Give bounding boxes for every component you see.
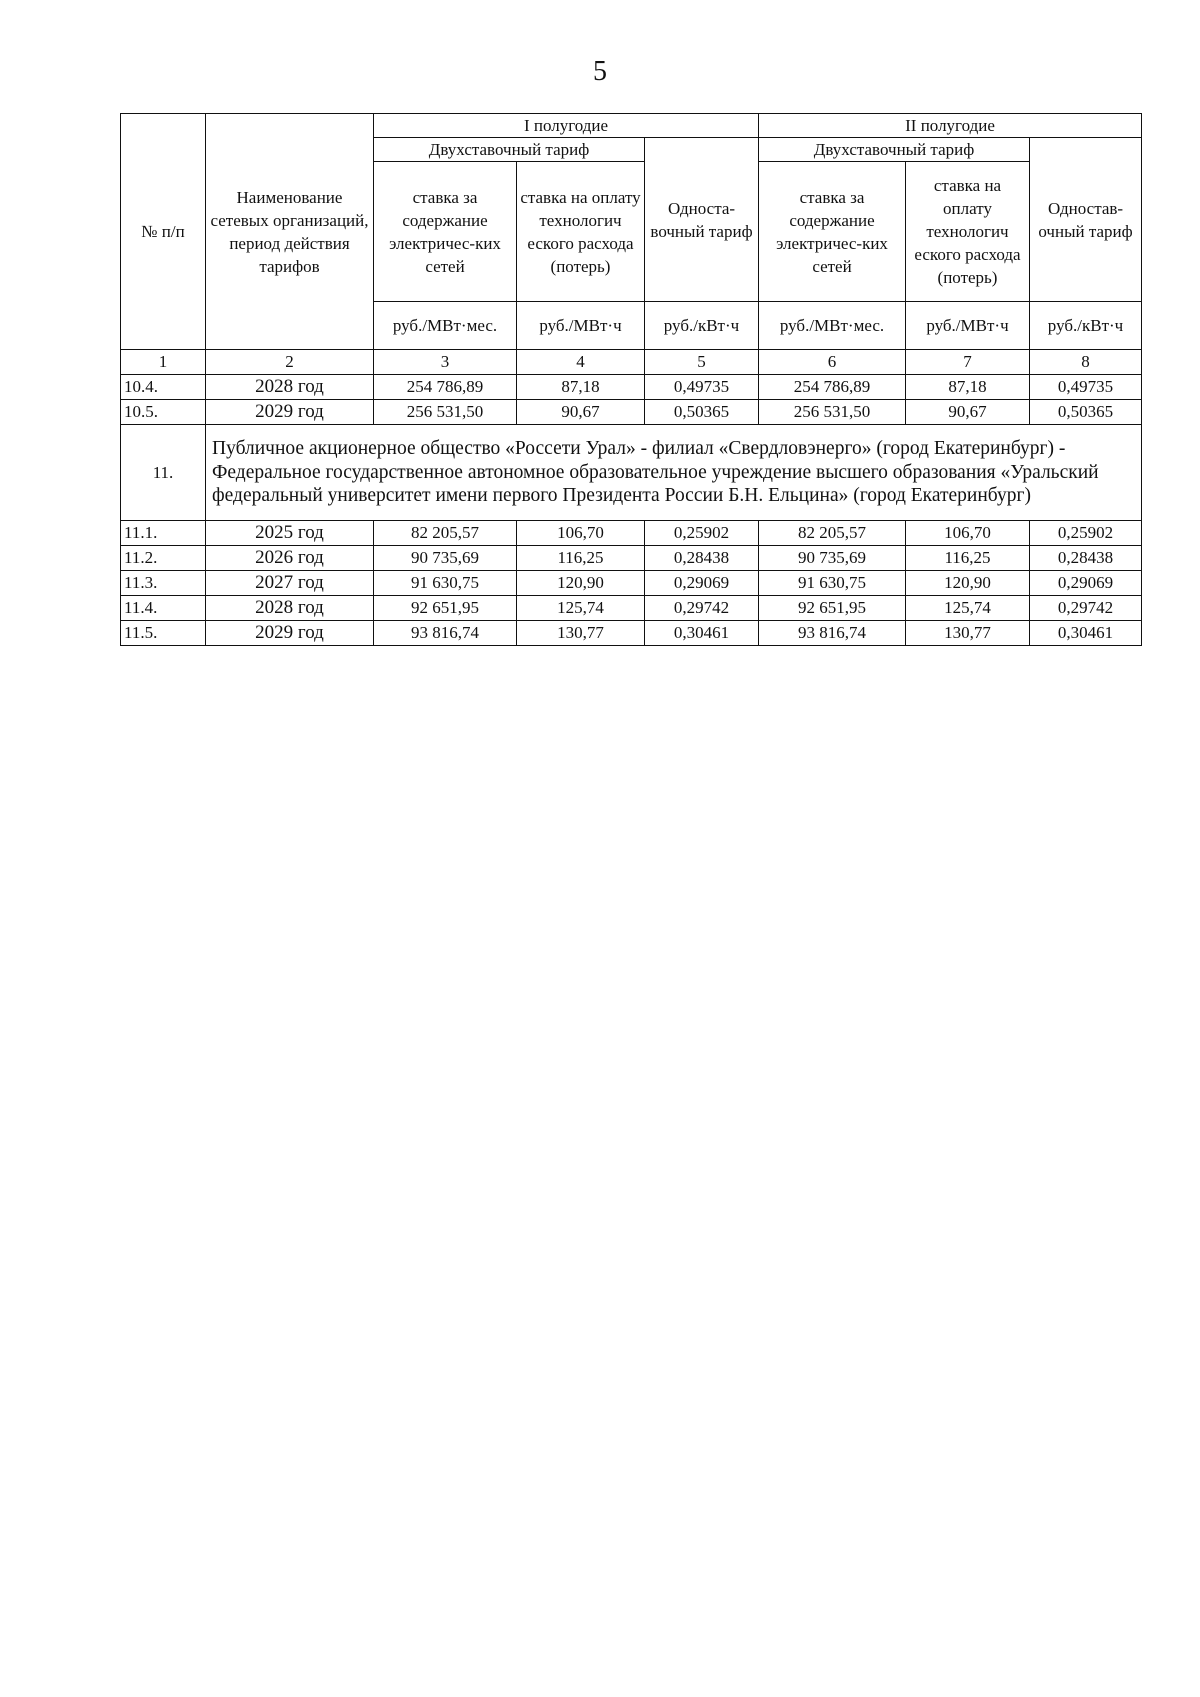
unit-mw-month-1: руб./МВт·мес. xyxy=(374,302,517,350)
cell-c7: 106,70 xyxy=(906,521,1030,546)
header-single-rate-2: Одностав-очный тариф xyxy=(1030,138,1142,302)
cell-c7: 130,77 xyxy=(906,621,1030,646)
header-organization-name: Наименование сетевых организаций, период действия тарифов xyxy=(206,114,374,350)
header-maintenance-rate-1: ставка за содержание электричес-ких сетей xyxy=(374,162,517,302)
cell-c6: 254 786,89 xyxy=(759,375,906,400)
cell-c5: 0,29069 xyxy=(645,571,759,596)
cell-c6: 82 205,57 xyxy=(759,521,906,546)
cell-c4: 125,74 xyxy=(517,596,645,621)
organization-name: Публичное акционерное общество «Россети Урал» - филиал «Свердловэнерго» (город Екатеринбург) - Федеральное государственное автономное образовательное учреждение высшего образования «Уральский федеральный университет имени первого Президента России Б.Н. Ельцина» (город Екатеринбург) xyxy=(206,425,1142,521)
cell-c6: 91 630,75 xyxy=(759,571,906,596)
column-number: 5 xyxy=(645,350,759,375)
unit-mwh-1: руб./МВт·ч xyxy=(517,302,645,350)
column-number: 1 xyxy=(121,350,206,375)
cell-c6: 93 816,74 xyxy=(759,621,906,646)
column-number-row xyxy=(121,350,1142,375)
cell-c3: 254 786,89 xyxy=(374,375,517,400)
cell-c8: 0,29742 xyxy=(1030,596,1142,621)
cell-c8: 0,25902 xyxy=(1030,521,1142,546)
cell-c8: 0,30461 xyxy=(1030,621,1142,646)
cell-c6: 256 531,50 xyxy=(759,400,906,425)
cell-year: 2028 год xyxy=(206,375,374,400)
cell-num: 11.1. xyxy=(121,521,206,546)
tariff-table xyxy=(120,113,1142,646)
cell-c8: 0,29069 xyxy=(1030,571,1142,596)
header-second-half: II полугодие xyxy=(759,114,1142,138)
cell-c4: 130,77 xyxy=(517,621,645,646)
cell-c6: 92 651,95 xyxy=(759,596,906,621)
organization-number: 11. xyxy=(121,425,206,521)
header-losses-rate-2: ставка на оплату технологич еского расхода (потерь) xyxy=(906,162,1030,302)
unit-kwh-2: руб./кВт·ч xyxy=(1030,302,1142,350)
cell-c5: 0,29742 xyxy=(645,596,759,621)
cell-c4: 90,67 xyxy=(517,400,645,425)
cell-c3: 90 735,69 xyxy=(374,546,517,571)
cell-c3: 91 630,75 xyxy=(374,571,517,596)
column-number: 2 xyxy=(206,350,374,375)
cell-year: 2029 год xyxy=(206,400,374,425)
column-number: 7 xyxy=(906,350,1030,375)
cell-c7: 120,90 xyxy=(906,571,1030,596)
cell-c3: 256 531,50 xyxy=(374,400,517,425)
cell-num: 11.3. xyxy=(121,571,206,596)
cell-c4: 87,18 xyxy=(517,375,645,400)
header-losses-rate-1: ставка на оплату технологич еского расхода (потерь) xyxy=(517,162,645,302)
column-number: 8 xyxy=(1030,350,1142,375)
header-two-rate-1: Двухставочный тариф xyxy=(374,138,645,162)
cell-num: 10.5. xyxy=(121,400,206,425)
table-row xyxy=(121,621,1142,646)
cell-c7: 90,67 xyxy=(906,400,1030,425)
table-row xyxy=(121,375,1142,400)
table-row xyxy=(121,546,1142,571)
cell-year: 2027 год xyxy=(206,571,374,596)
cell-c4: 106,70 xyxy=(517,521,645,546)
cell-num: 10.4. xyxy=(121,375,206,400)
page-number: 5 xyxy=(593,56,607,87)
cell-c8: 0,50365 xyxy=(1030,400,1142,425)
cell-c3: 92 651,95 xyxy=(374,596,517,621)
cell-num: 11.5. xyxy=(121,621,206,646)
cell-c3: 82 205,57 xyxy=(374,521,517,546)
organization-row xyxy=(121,425,1142,521)
cell-year: 2025 год xyxy=(206,521,374,546)
cell-c7: 87,18 xyxy=(906,375,1030,400)
header-two-rate-2: Двухставочный тариф xyxy=(759,138,1030,162)
column-number: 3 xyxy=(374,350,517,375)
cell-c6: 90 735,69 xyxy=(759,546,906,571)
cell-year: 2026 год xyxy=(206,546,374,571)
cell-c5: 0,28438 xyxy=(645,546,759,571)
cell-c7: 125,74 xyxy=(906,596,1030,621)
cell-c5: 0,30461 xyxy=(645,621,759,646)
cell-year: 2029 год xyxy=(206,621,374,646)
cell-c7: 116,25 xyxy=(906,546,1030,571)
cell-num: 11.4. xyxy=(121,596,206,621)
cell-c5: 0,49735 xyxy=(645,375,759,400)
header-maintenance-rate-2: ставка за содержание электричес-ких сетей xyxy=(759,162,906,302)
column-number: 6 xyxy=(759,350,906,375)
cell-c4: 120,90 xyxy=(517,571,645,596)
table-row xyxy=(121,596,1142,621)
table-row xyxy=(121,521,1142,546)
table-row xyxy=(121,571,1142,596)
header-first-half: I полугодие xyxy=(374,114,759,138)
cell-c8: 0,28438 xyxy=(1030,546,1142,571)
cell-c8: 0,49735 xyxy=(1030,375,1142,400)
header-single-rate-1: Односта-вочный тариф xyxy=(645,138,759,302)
table-row xyxy=(121,400,1142,425)
unit-kwh-1: руб./кВт·ч xyxy=(645,302,759,350)
cell-year: 2028 год xyxy=(206,596,374,621)
cell-num: 11.2. xyxy=(121,546,206,571)
cell-c5: 0,50365 xyxy=(645,400,759,425)
cell-c5: 0,25902 xyxy=(645,521,759,546)
cell-c4: 116,25 xyxy=(517,546,645,571)
header-number: № п/п xyxy=(121,114,206,350)
cell-c3: 93 816,74 xyxy=(374,621,517,646)
column-number: 4 xyxy=(517,350,645,375)
unit-mwh-2: руб./МВт·ч xyxy=(906,302,1030,350)
unit-mw-month-2: руб./МВт·мес. xyxy=(759,302,906,350)
